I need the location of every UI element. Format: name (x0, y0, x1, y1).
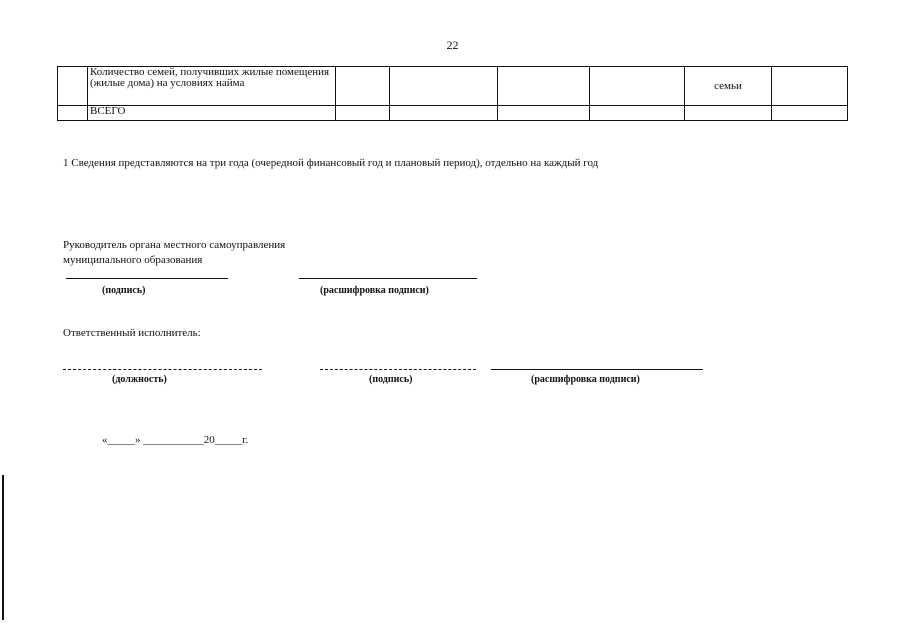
value-cell (590, 67, 685, 106)
row-number-cell (58, 106, 88, 121)
value-cell (498, 67, 590, 106)
executor-position-caption: (должность) (112, 374, 167, 385)
executor-signature-line (320, 369, 476, 370)
value-cell (772, 67, 848, 106)
value-cell (390, 67, 498, 106)
page-number: 22 (446, 38, 459, 52)
value-cell (336, 106, 390, 121)
row-label-cell: Количество семей, получивших жилые помещения (жилые дома) на условиях найма (88, 67, 336, 106)
head-decryption-line (299, 278, 477, 279)
value-cell (772, 106, 848, 121)
unit-cell (685, 106, 772, 121)
head-title-line1: Руководитель органа местного самоуправления (63, 239, 286, 251)
head-signature-caption: (подпись) (102, 285, 146, 296)
head-decryption-caption: (расшифровка подписи) (320, 285, 429, 296)
table-row (58, 106, 848, 121)
value-cell (498, 106, 590, 121)
footnote: 1 Сведения представляются на три года (очередной финансовый год и плановый период), отдельно на каждый год (63, 157, 599, 169)
executor-decryption-line (491, 369, 703, 370)
row-number-cell (58, 67, 88, 106)
executor-label: Ответственный исполнитель: (63, 327, 201, 339)
data-table (57, 66, 848, 121)
head-title-line2: муниципального образования (63, 254, 203, 266)
value-cell (590, 106, 685, 121)
value-cell (336, 67, 390, 106)
head-signature-line (66, 278, 228, 279)
value-cell (390, 106, 498, 121)
executor-position-line (63, 369, 262, 370)
executor-decryption-caption: (расшифровка подписи) (531, 374, 640, 385)
scan-edge-bar (2, 475, 4, 620)
unit-cell: семьи (685, 67, 772, 106)
table-row (58, 67, 848, 106)
executor-signature-caption: (подпись) (369, 374, 413, 385)
date-line: «_____» ___________20_____г. (102, 434, 249, 446)
row-label-cell: ВСЕГО (88, 106, 336, 121)
